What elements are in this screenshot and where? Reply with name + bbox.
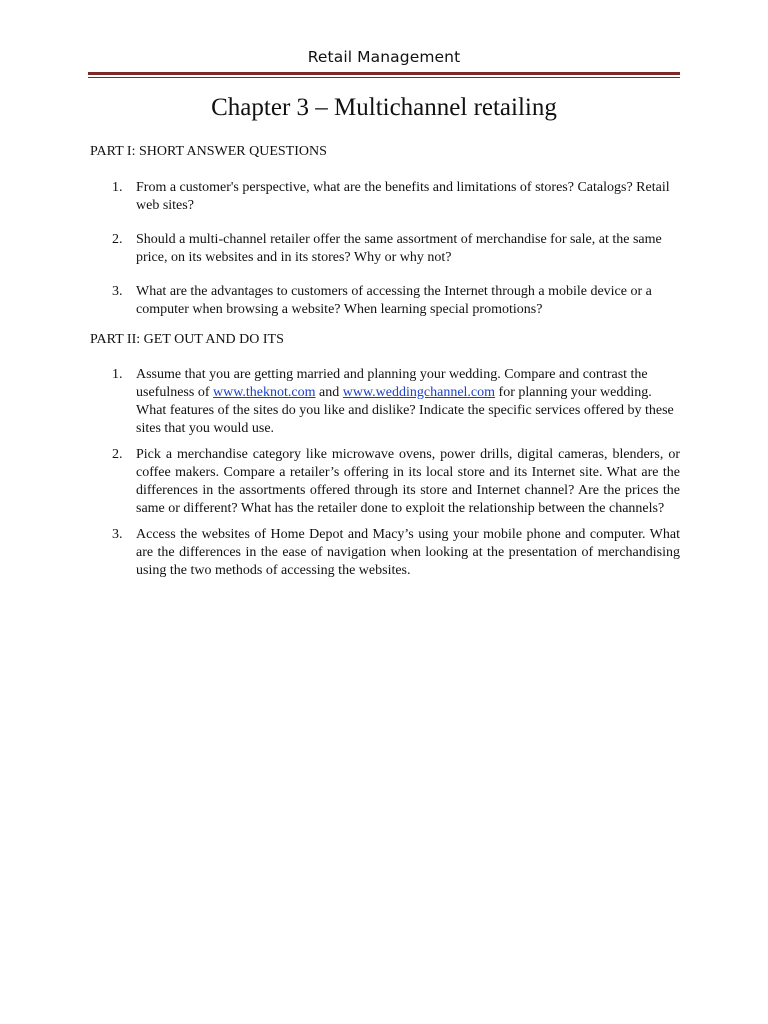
list-item: [90, 446, 680, 518]
part-1-question-list: [90, 179, 680, 319]
question-number: 2.: [112, 447, 123, 462]
part-1-heading: PART I: SHORT ANSWER QUESTIONS: [90, 144, 327, 159]
running-header: Retail Management: [307, 48, 461, 66]
question-text: From a customer's perspective, what are the benefits and limitations of stores? Catalogs? Retail web sites?: [136, 180, 670, 213]
part-2-heading: PART II: GET OUT AND DO ITS: [90, 332, 284, 347]
question-text: Access the websites of Home Depot and Macy’s using your mobile phone and computer. What are the differences in the ease of navigation when looking at the presentation of merchandising using the two methods of accessing the websites.: [136, 527, 680, 578]
question-number: 2.: [112, 232, 123, 247]
part-2-question-list: [90, 366, 680, 580]
question-number: 1.: [112, 180, 123, 195]
weddingchannel-link[interactable]: www.weddingchannel.com: [342, 385, 496, 400]
list-item: [90, 179, 680, 215]
question-text-part: and: [315, 385, 343, 400]
question-text: What are the advantages to customers of accessing the Internet through a mobile device or a computer when browsing a website? When learning special promotions?: [136, 284, 652, 317]
list-item: [90, 366, 680, 438]
question-text-part: for planning your wedding. What features of the sites do you like and dislike? Indicate the specific services offered by these sites that you would use.: [136, 385, 674, 436]
header-rule-thin: [88, 77, 680, 78]
list-item: [90, 526, 680, 580]
theknot-link[interactable]: www.theknot.com: [213, 385, 316, 400]
header-rule: [88, 72, 680, 75]
question-number: 3.: [112, 527, 123, 542]
question-number: 3.: [112, 284, 123, 299]
list-item: [90, 231, 680, 267]
question-text: Should a multi-channel retailer offer the same assortment of merchandise for sale, at the same price, on its websites and in its stores? Why or why not?: [136, 232, 662, 265]
question-text: [136, 366, 680, 438]
question-text-part: Assume that you are getting married and planning your wedding. Compare and contrast the usefulness of: [136, 367, 648, 400]
question-text: Pick a merchandise category like microwave ovens, power drills, digital cameras, blenders, or coffee makers. Compare a retailer’s offering in its local store and its Internet site. What are the differences in the assortments offered through its store and Internet channel? Are the prices the same or different? What has the retailer done to exploit the relationship between the channels?: [136, 447, 680, 516]
chapter-title: Chapter 3 – Multichannel retailing: [211, 94, 557, 121]
question-number: 1.: [112, 367, 123, 382]
list-item: [90, 283, 680, 319]
